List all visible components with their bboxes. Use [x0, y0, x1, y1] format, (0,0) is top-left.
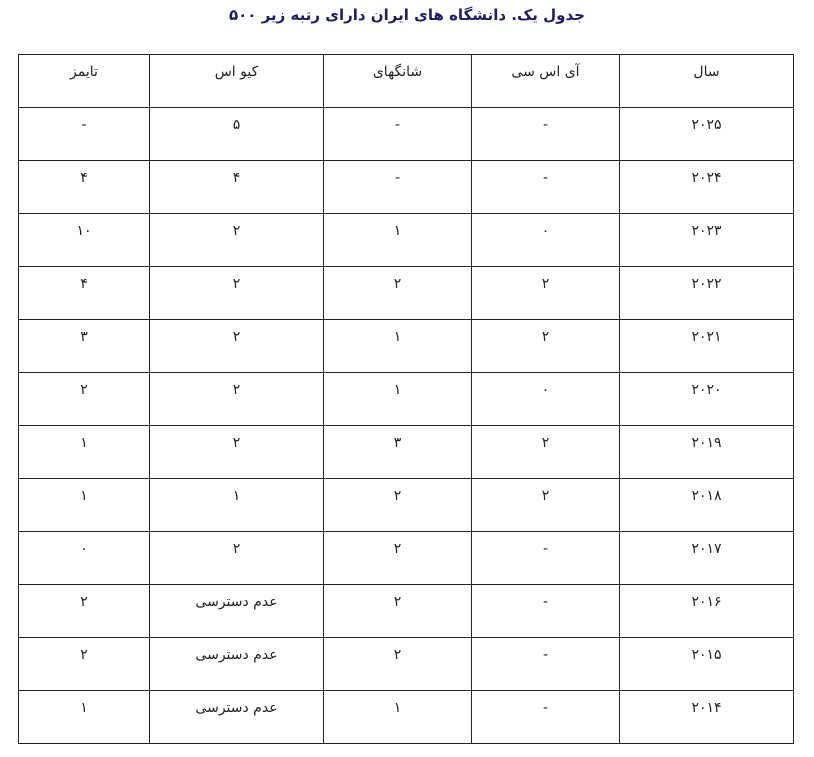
table-row — [19, 691, 794, 744]
cell-qs: عدم دسترسی — [150, 638, 324, 691]
cell-isc: - — [472, 638, 620, 691]
cell-shanghai: ۲ — [324, 638, 472, 691]
table-row — [19, 373, 794, 426]
cell-shanghai: ۳ — [324, 426, 472, 479]
cell-year: ۲۰۲۳ — [620, 214, 794, 267]
cell-isc: ۲ — [472, 479, 620, 532]
cell-shanghai: ۱ — [324, 373, 472, 426]
cell-qs: عدم دسترسی — [150, 585, 324, 638]
cell-times: ۲ — [19, 638, 150, 691]
table-row — [19, 108, 794, 161]
cell-isc: ۰ — [472, 373, 620, 426]
cell-shanghai: - — [324, 161, 472, 214]
cell-year: ۲۰۲۱ — [620, 320, 794, 373]
table-row — [19, 161, 794, 214]
cell-qs: ۲ — [150, 214, 324, 267]
table-row — [19, 532, 794, 585]
cell-times: ۰ — [19, 532, 150, 585]
header-times: تایمز — [19, 55, 150, 108]
cell-shanghai: ۲ — [324, 267, 472, 320]
cell-shanghai: ۲ — [324, 532, 472, 585]
cell-year: ۲۰۱۸ — [620, 479, 794, 532]
cell-times: ۴ — [19, 161, 150, 214]
cell-isc: - — [472, 108, 620, 161]
cell-isc: ۰ — [472, 214, 620, 267]
header-shanghai: شانگهای — [324, 55, 472, 108]
cell-year: ۲۰۱۵ — [620, 638, 794, 691]
cell-isc: - — [472, 532, 620, 585]
cell-year: ۲۰۱۶ — [620, 585, 794, 638]
cell-isc: - — [472, 585, 620, 638]
cell-shanghai: ۲ — [324, 585, 472, 638]
cell-times: ۲ — [19, 585, 150, 638]
cell-shanghai: - — [324, 108, 472, 161]
header-qs: کیو اس — [150, 55, 324, 108]
cell-qs: ۲ — [150, 373, 324, 426]
header-isc: آی اس سی — [472, 55, 620, 108]
cell-qs: ۲ — [150, 426, 324, 479]
cell-year: ۲۰۲۴ — [620, 161, 794, 214]
cell-year: ۲۰۱۷ — [620, 532, 794, 585]
header-row — [19, 55, 794, 108]
cell-shanghai: ۲ — [324, 479, 472, 532]
cell-year: ۲۰۱۹ — [620, 426, 794, 479]
rankings-table — [18, 54, 794, 744]
table-row — [19, 214, 794, 267]
cell-qs: ۲ — [150, 320, 324, 373]
cell-isc: ۲ — [472, 426, 620, 479]
table-row — [19, 585, 794, 638]
cell-times: ۱۰ — [19, 214, 150, 267]
cell-shanghai: ۱ — [324, 214, 472, 267]
table-row — [19, 638, 794, 691]
cell-qs: عدم دسترسی — [150, 691, 324, 744]
cell-shanghai: ۱ — [324, 691, 472, 744]
cell-shanghai: ۱ — [324, 320, 472, 373]
cell-qs: ۱ — [150, 479, 324, 532]
table-row — [19, 479, 794, 532]
cell-year: ۲۰۲۰ — [620, 373, 794, 426]
cell-qs: ۲ — [150, 532, 324, 585]
cell-times: ۴ — [19, 267, 150, 320]
table-row — [19, 267, 794, 320]
cell-qs: ۵ — [150, 108, 324, 161]
cell-qs: ۲ — [150, 267, 324, 320]
cell-times: ۲ — [19, 373, 150, 426]
cell-isc: ۲ — [472, 320, 620, 373]
table-row — [19, 320, 794, 373]
cell-times: ۱ — [19, 691, 150, 744]
cell-times: - — [19, 108, 150, 161]
cell-times: ۱ — [19, 479, 150, 532]
table-caption: جدول یک. دانشگاه های ایران دارای رتبه زیر ۵۰۰ — [229, 6, 585, 24]
cell-year: ۲۰۱۴ — [620, 691, 794, 744]
cell-qs: ۴ — [150, 161, 324, 214]
cell-times: ۳ — [19, 320, 150, 373]
cell-times: ۱ — [19, 426, 150, 479]
cell-isc: - — [472, 691, 620, 744]
cell-year: ۲۰۲۲ — [620, 267, 794, 320]
table-row — [19, 426, 794, 479]
cell-isc: - — [472, 161, 620, 214]
cell-isc: ۲ — [472, 267, 620, 320]
header-year: سال — [620, 55, 794, 108]
cell-year: ۲۰۲۵ — [620, 108, 794, 161]
